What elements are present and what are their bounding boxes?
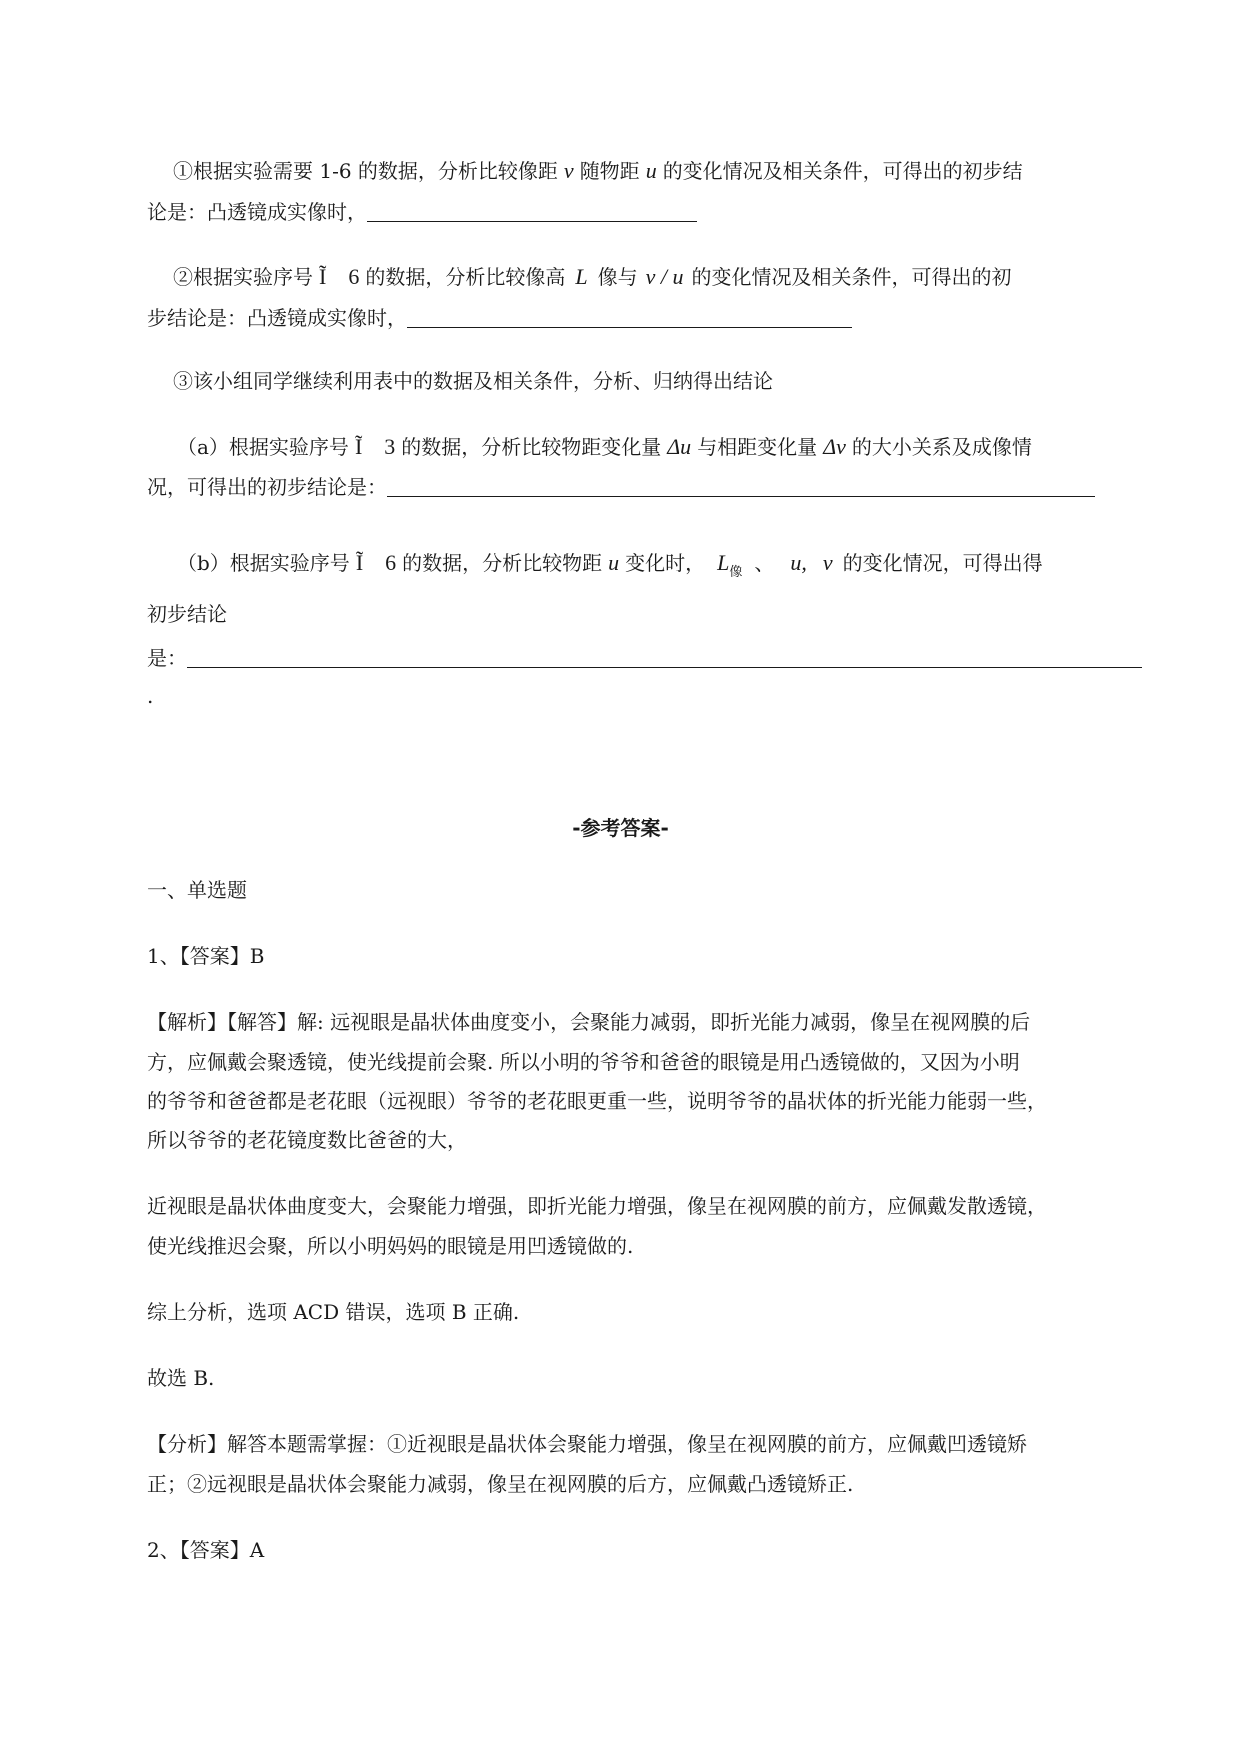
- qa-line-1: [177, 436, 1032, 458]
- a1-p1-line-4: [147, 1130, 467, 1150]
- q1-text-c: 的变化情况及相关条件，可得出的初步结: [662, 159, 1023, 183]
- qb-text-a: （b）根据实验序号: [177, 551, 350, 575]
- qb-line-2: [147, 604, 227, 624]
- a1-p1-l2: 方，应佩戴会聚透镜，使光线提前会聚. 所以小明的爷爷和爸爸的眼镜是用凸透镜做的，又因为小明: [147, 1050, 1020, 1074]
- q2-text-a: ②根据实验序号: [173, 265, 313, 289]
- qb-text-d: 的变化情况，可得出得: [842, 551, 1043, 575]
- section-heading: [147, 880, 247, 900]
- subscript-image: 像: [729, 564, 743, 579]
- q2-text-c: 像与: [597, 265, 638, 289]
- qa-range: Ĩ 3: [354, 434, 396, 459]
- answer-blank-q2[interactable]: [407, 309, 852, 328]
- a1-p1-l4: 所以爷爷的老花镜度数比爸爸的大，: [147, 1128, 467, 1152]
- qb-dot: [147, 686, 153, 706]
- qb-text-b: 的数据，分析比较物距: [402, 551, 603, 575]
- var-u-c: u,: [790, 550, 807, 575]
- var-delta-u: Δu: [667, 434, 692, 459]
- q1-line-1: [173, 160, 1023, 182]
- qa-text-a: （a）根据实验序号: [177, 435, 349, 459]
- a1-p3-text: 综上分析，选项 ACD 错误，选项 B 正确.: [147, 1300, 520, 1324]
- qb-text-f: 是：: [147, 646, 187, 670]
- answers-title: -参考答案-: [572, 816, 669, 840]
- a1-p4-text: 故选 B.: [147, 1366, 215, 1390]
- a1-p2-l1: 近视眼是晶状体曲度变大，会聚能力增强，即折光能力增强，像呈在视网膜的前方，应佩戴发散透镜，: [147, 1194, 1047, 1218]
- answer-blank-qa[interactable]: [387, 478, 1095, 497]
- a1-p5-line-2: [147, 1474, 853, 1494]
- qb-text-c: 变化时，: [625, 551, 706, 575]
- qa-text-d: 的大小关系及成像情: [851, 435, 1032, 459]
- q2-range: Ĩ 6: [319, 264, 360, 289]
- a1-p1-line-1: [147, 1012, 1030, 1032]
- section-label: 一、单选题: [147, 878, 247, 902]
- a1-p5-line-1: [147, 1434, 1027, 1454]
- a1-p1-l3: 的爷爷和爸爸都是老花眼（远视眼）爷爷的老花眼更重一些，说明爷爷的晶状体的折光能力能弱一些，: [147, 1089, 1047, 1113]
- qa-line-2: [147, 477, 1095, 497]
- a1-p1-l1: 【解析】【解答】解: 远视眼是晶状体曲度变小，会聚能力减弱，即折光能力减弱，像呈在视网膜的后: [147, 1010, 1031, 1034]
- answer-1-label: [147, 946, 264, 966]
- a1-p5-l2: 正；②远视眼是晶状体会聚能力减弱，像呈在视网膜的后方，应佩戴凸透镜矫正.: [147, 1472, 854, 1496]
- a1-p1-line-2: [147, 1052, 1020, 1072]
- var-delta-v: Δv: [823, 434, 846, 459]
- var-u: u: [645, 158, 657, 183]
- q1-text-a: ①根据实验需要 1-6 的数据，分析比较像距: [173, 159, 558, 183]
- qb-line-1: [177, 552, 1043, 578]
- q1-text-d: 论是：凸透镜成实像时，: [147, 200, 367, 224]
- qa-text-e: 况，可得出的初步结论是：: [147, 475, 387, 499]
- q3-text: ③该小组同学继续利用表中的数据及相关条件，分析、归纳得出结论: [173, 369, 773, 393]
- answer-2-label: [147, 1540, 264, 1560]
- var-u-b: u: [608, 550, 620, 575]
- a1-p1-line-3: [147, 1091, 1047, 1111]
- a1-p2-l2: 使光线推迟会聚，所以小明妈妈的眼镜是用凹透镜做的.: [147, 1234, 634, 1258]
- q3-line: [173, 371, 773, 391]
- q1-line-2: [147, 202, 697, 222]
- qb-line-3: [147, 648, 1142, 668]
- a1-p4: [147, 1368, 214, 1388]
- var-v-over-u: v / u: [645, 264, 684, 289]
- var-L: L: [575, 264, 588, 289]
- answer-1-text: 1、【答案】B: [147, 944, 265, 968]
- answer-blank-qb[interactable]: [187, 649, 1142, 668]
- qb-separator: 、: [754, 551, 775, 575]
- a1-p2-line-2: [147, 1236, 633, 1256]
- qa-text-c: 与相距变化量: [697, 435, 818, 459]
- q2-text-d: 的变化情况及相关条件，可得出的初: [691, 265, 1012, 289]
- answer-2-text: 2、【答案】A: [147, 1538, 265, 1562]
- qa-text-b: 的数据，分析比较物距变化量: [401, 435, 662, 459]
- var-v-b: v: [822, 550, 833, 575]
- q2-line-2: [147, 308, 852, 328]
- q2-text-b: 的数据，分析比较像高: [365, 265, 566, 289]
- a1-p5-l1: 【分析】解答本题需掌握：①近视眼是晶状体会聚能力增强，像呈在视网膜的前方，应佩戴凹透镜矫: [147, 1432, 1027, 1456]
- var-L-b: L: [717, 550, 730, 575]
- q2-text-e: 步结论是：凸透镜成实像时，: [147, 306, 407, 330]
- qb-range: Ĩ 6: [355, 550, 397, 575]
- qb-period: .: [147, 684, 154, 708]
- q1-text-b: 随物距: [579, 159, 640, 183]
- q2-line-1: [173, 266, 1011, 288]
- qb-text-e: 初步结论: [147, 602, 227, 626]
- var-v: v: [563, 158, 574, 183]
- a1-p3: [147, 1302, 519, 1322]
- answer-blank-q1[interactable]: [367, 203, 697, 222]
- a1-p2-line-1: [147, 1196, 1047, 1216]
